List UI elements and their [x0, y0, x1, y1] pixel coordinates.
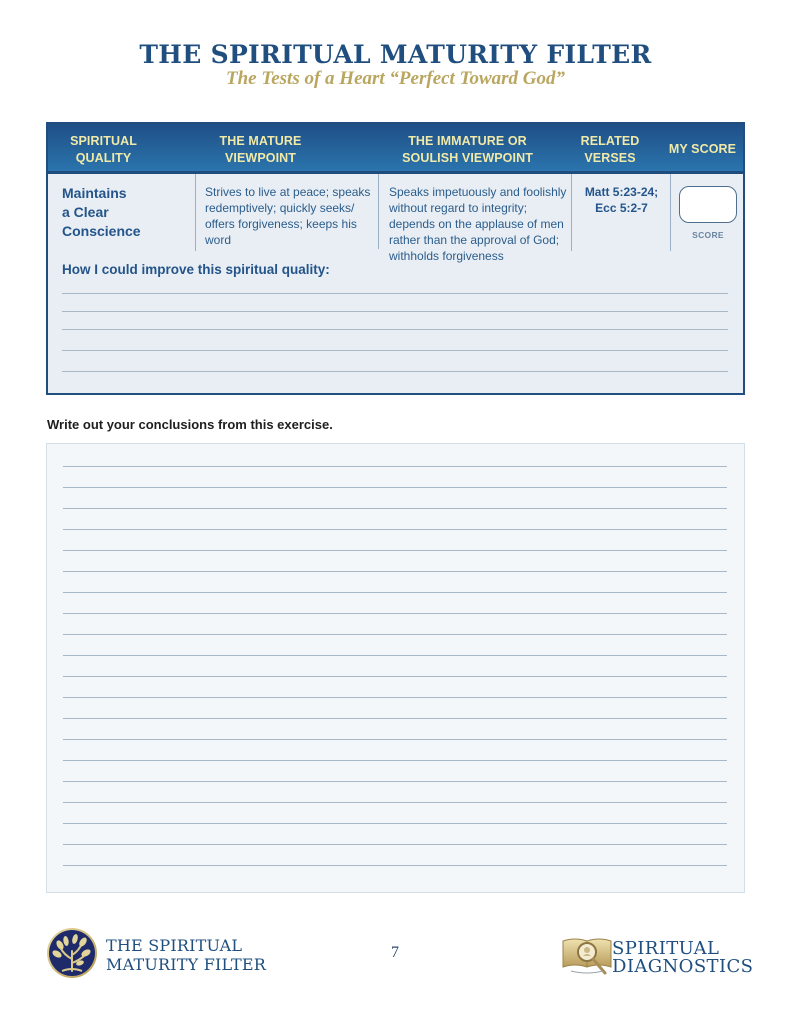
- conclusion-writing-line[interactable]: [63, 487, 727, 488]
- mature-viewpoint-cell: Strives to live at peace; speaks redemptively; quickly seeks/ offers forgiveness; keeps his word: [205, 185, 371, 247]
- conclusion-writing-line[interactable]: [63, 781, 727, 782]
- page-number: 7: [391, 944, 399, 961]
- column-header-spiritual-quality: SPIRITUAL QUALITY: [70, 134, 137, 165]
- column-header-my-score: MY SCORE: [668, 142, 737, 156]
- page-title: THE SPIRITUAL MATURITY FILTER: [139, 40, 652, 69]
- column-divider: [670, 174, 671, 251]
- conclusion-writing-line[interactable]: [63, 529, 727, 530]
- improve-writing-line[interactable]: [62, 371, 728, 372]
- conclusion-writing-line[interactable]: [63, 676, 727, 677]
- table-header: [48, 124, 743, 174]
- column-divider: [378, 174, 379, 249]
- conclusion-writing-line[interactable]: [63, 865, 727, 866]
- conclusion-writing-line[interactable]: [63, 634, 727, 635]
- conclusion-writing-line[interactable]: [63, 823, 727, 824]
- improve-writing-line[interactable]: [62, 329, 728, 330]
- improve-writing-line[interactable]: [62, 293, 728, 294]
- related-verses-cell: Matt 5:23-24; Ecc 5:2-7: [584, 185, 659, 215]
- conclusion-writing-line[interactable]: [63, 802, 727, 803]
- conclusion-writing-line[interactable]: [63, 508, 727, 509]
- conclusion-writing-line[interactable]: [63, 760, 727, 761]
- maturity-filter-table: [46, 122, 745, 395]
- score-input[interactable]: [679, 186, 737, 223]
- score-label: SCORE: [692, 230, 724, 240]
- improve-writing-line[interactable]: [62, 311, 728, 312]
- improve-label: How I could improve this spiritual quality:: [62, 262, 330, 277]
- conclusion-writing-line[interactable]: [63, 550, 727, 551]
- tree-logo-icon: [46, 927, 98, 979]
- immature-viewpoint-cell: Speaks impetuously and foolishly without regard to integrity; depends on the applause of men rather than the approval of God; withholds forgiveness: [389, 185, 567, 263]
- spiritual-quality-cell: Maintains a Clear Conscience: [62, 185, 141, 239]
- column-header-immature-viewpoint: THE IMMATURE OR SOULISH VIEWPOINT: [402, 134, 533, 165]
- conclusions-writing-area[interactable]: [46, 443, 745, 893]
- conclusion-writing-line[interactable]: [63, 844, 727, 845]
- page-subtitle: The Tests of a Heart “Perfect Toward God”: [226, 68, 565, 89]
- improve-writing-line[interactable]: [62, 350, 728, 351]
- conclusion-writing-line[interactable]: [63, 613, 727, 614]
- conclusion-writing-line[interactable]: [63, 697, 727, 698]
- column-header-mature-viewpoint: THE MATURE VIEWPOINT: [219, 134, 302, 165]
- column-divider: [195, 174, 196, 251]
- conclusion-writing-line[interactable]: [63, 739, 727, 740]
- footer-brand-left: THE SPIRITUAL MATURITY FILTER: [106, 936, 267, 974]
- book-magnifier-logo-icon: [561, 935, 613, 977]
- footer-brand-right: SPIRITUAL DIAGNOSTICS: [612, 938, 754, 977]
- conclusion-writing-line[interactable]: [63, 466, 727, 467]
- conclusions-label: Write out your conclusions from this exercise.: [47, 417, 333, 432]
- column-header-related-verses: RELATED VERSES: [580, 134, 640, 165]
- conclusion-writing-line[interactable]: [63, 655, 727, 656]
- conclusion-writing-line[interactable]: [63, 718, 727, 719]
- conclusion-writing-line[interactable]: [63, 571, 727, 572]
- conclusion-writing-line[interactable]: [63, 592, 727, 593]
